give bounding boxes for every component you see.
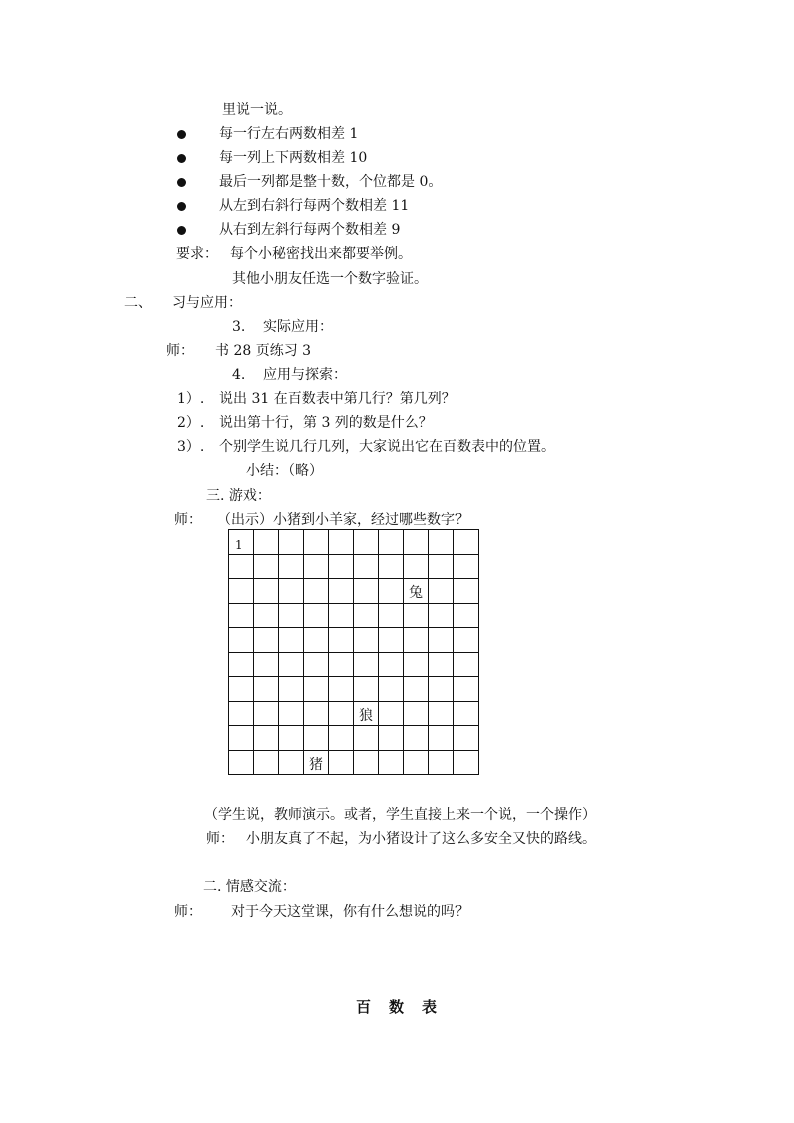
grid-cell (279, 554, 304, 579)
grid-cell (404, 652, 429, 677)
grid-cell (429, 677, 454, 702)
grid-cell (404, 530, 429, 555)
grid-row (229, 628, 479, 653)
grid-cell (254, 603, 279, 628)
item-title: 应用与探索： (263, 367, 347, 383)
grid-row (229, 750, 479, 775)
grid-cell (304, 726, 329, 751)
grid-cell-label: 猪 (309, 756, 323, 773)
teacher-text: 书 28 页练习 3 (215, 343, 312, 359)
grid-cell (279, 701, 304, 726)
grid-cell (379, 628, 404, 653)
grid-cell (279, 750, 304, 775)
title-char: 百 (356, 998, 372, 1016)
grid-cell (254, 726, 279, 751)
bullet-item: 每一列上下两数相差 10 (219, 150, 368, 166)
question-text: 个别学生说几行几列，大家说出它在百数表中的位置。 (219, 439, 555, 455)
item-number: 3. (232, 319, 246, 335)
teacher-text: （出示）小猪到小羊家，经过哪些数字？ (217, 512, 469, 528)
grid-cell (229, 652, 254, 677)
bullet-dot-icon (177, 178, 186, 187)
section-number: 二、 (124, 295, 152, 311)
grid-cell (254, 677, 279, 702)
grid-cell (304, 652, 329, 677)
grid-cell (429, 652, 454, 677)
grid-cell (454, 726, 479, 751)
intro-line: 里说一说。 (222, 102, 292, 118)
teacher-label: 师： (174, 904, 202, 920)
grid-cell (329, 677, 354, 702)
grid-cell (329, 603, 354, 628)
grid-cell (329, 579, 354, 604)
grid-cell (429, 726, 454, 751)
grid-cell (354, 628, 379, 653)
grid-cell (354, 726, 379, 751)
grid-cell (304, 701, 329, 726)
hundred-chart-grid (228, 529, 479, 775)
teacher-label: 师： (206, 831, 234, 847)
grid-cell (279, 677, 304, 702)
grid-cell (279, 530, 304, 555)
grid-cell (229, 554, 254, 579)
grid-cell-label: 1 (235, 538, 243, 552)
grid-cell (229, 750, 254, 775)
grid-row (229, 554, 479, 579)
question-number: 3）. (177, 439, 205, 455)
bullet-item: 从左到右斜行每两个数相差 11 (219, 198, 410, 214)
question-number: 2）. (177, 415, 205, 431)
grid-cell (304, 554, 329, 579)
grid-cell (454, 579, 479, 604)
grid-cell (304, 750, 329, 775)
grid-cell (454, 628, 479, 653)
requirement-text: 每个小秘密找出来都要举例。 (230, 246, 412, 262)
grid-cell (429, 750, 454, 775)
grid-cell (379, 530, 404, 555)
grid-cell (254, 701, 279, 726)
grid-cell (354, 530, 379, 555)
grid-cell (379, 726, 404, 751)
grid-cell (254, 530, 279, 555)
item-number: 4. (232, 367, 246, 383)
grid-cell (354, 652, 379, 677)
grid-cell (329, 726, 354, 751)
grid-cell (429, 701, 454, 726)
grid-cell (429, 579, 454, 604)
grid-cell (404, 701, 429, 726)
bullet-dot-icon (177, 226, 186, 235)
grid-cell (279, 579, 304, 604)
grid-cell (229, 628, 254, 653)
grid-cell (379, 603, 404, 628)
grid-cell (379, 677, 404, 702)
grid-cell (279, 726, 304, 751)
bullet-dot-icon (177, 130, 186, 139)
grid-cell (254, 579, 279, 604)
bullet-item: 从右到左斜行每两个数相差 9 (219, 222, 401, 238)
grid-row (229, 603, 479, 628)
grid-row (229, 726, 479, 751)
grid-cell (379, 579, 404, 604)
section-three-title: 三. 游戏： (206, 488, 271, 504)
requirement-text-2: 其他小朋友任选一个数字验证。 (232, 271, 428, 287)
grid-cell (329, 554, 354, 579)
grid-cell (229, 726, 254, 751)
grid-cell (329, 530, 354, 555)
grid-cell (304, 579, 329, 604)
question-text: 说出 31 在百数表中第几行？第几列？ (219, 391, 456, 407)
grid-cell (354, 579, 379, 604)
grid-cell (404, 677, 429, 702)
grid-cell (329, 701, 354, 726)
requirement-label: 要求： (176, 246, 218, 262)
grid-cell (454, 677, 479, 702)
bullet-dot-icon (177, 154, 186, 163)
section-title: 习与应用： (172, 295, 242, 311)
after-grid-note: （学生说，教师演示。或者，学生直接上来一个说，一个操作） (204, 807, 596, 823)
title-char: 表 (422, 998, 438, 1016)
grid-row (229, 652, 479, 677)
grid-cell (229, 603, 254, 628)
bullet-item: 最后一列都是整十数，个位都是 0。 (219, 174, 443, 190)
page-title (356, 996, 437, 1017)
bullet-item: 每一行左右两数相差 1 (219, 126, 359, 142)
grid-cell (454, 652, 479, 677)
teacher-text: 小朋友真了不起，为小猪设计了这么多安全又快的路线。 (246, 831, 596, 847)
grid-cell (454, 554, 479, 579)
grid-cell (379, 750, 404, 775)
emotion-section-title: 二. 情感交流： (203, 879, 296, 895)
grid-cell-label: 狼 (359, 707, 373, 724)
grid-cell (379, 652, 404, 677)
grid-cell (379, 554, 404, 579)
teacher-text: 对于今天这堂课，你有什么想说的吗？ (231, 904, 469, 920)
grid-cell (279, 603, 304, 628)
grid-cell (404, 628, 429, 653)
grid-cell (454, 750, 479, 775)
grid-row (229, 677, 479, 702)
grid-row (229, 530, 479, 555)
grid-cell (254, 628, 279, 653)
teacher-label: 师： (174, 512, 202, 528)
teacher-label: 师： (166, 343, 194, 359)
grid-cell (404, 726, 429, 751)
grid-cell (429, 554, 454, 579)
grid-cell (354, 677, 379, 702)
item-title: 实际应用： (263, 319, 333, 335)
grid-cell (254, 750, 279, 775)
title-char: 数 (389, 998, 405, 1016)
grid-cell (354, 750, 379, 775)
grid-cell (304, 530, 329, 555)
grid-row (229, 701, 479, 726)
grid-cell (404, 603, 429, 628)
grid-cell (279, 628, 304, 653)
grid-cell (329, 750, 354, 775)
grid-cell (354, 701, 379, 726)
grid-cell (304, 628, 329, 653)
grid-cell (429, 603, 454, 628)
grid-cell (254, 652, 279, 677)
grid-cell (229, 701, 254, 726)
grid-cell (454, 530, 479, 555)
grid-cell (304, 677, 329, 702)
grid-cell (229, 530, 254, 555)
grid-cell (329, 628, 354, 653)
question-text: 说出第十行，第 3 列的数是什么？ (219, 415, 433, 431)
grid-cell (229, 579, 254, 604)
summary-line: 小结：（略） (246, 463, 323, 479)
grid-cell (304, 603, 329, 628)
grid-cell (279, 652, 304, 677)
grid-cell (354, 603, 379, 628)
grid-cell (429, 530, 454, 555)
grid-cell (454, 603, 479, 628)
grid-cell (354, 554, 379, 579)
grid-cell (229, 677, 254, 702)
question-number: 1）. (177, 391, 205, 407)
grid-cell (379, 701, 404, 726)
grid-cell (404, 554, 429, 579)
grid-cell (254, 554, 279, 579)
grid-cell (454, 701, 479, 726)
grid-cell (404, 750, 429, 775)
grid-cell (404, 579, 429, 604)
grid-cell (429, 628, 454, 653)
grid-row (229, 579, 479, 604)
bullet-dot-icon (177, 202, 186, 211)
grid-cell-label: 兔 (409, 585, 423, 601)
grid-cell (329, 652, 354, 677)
